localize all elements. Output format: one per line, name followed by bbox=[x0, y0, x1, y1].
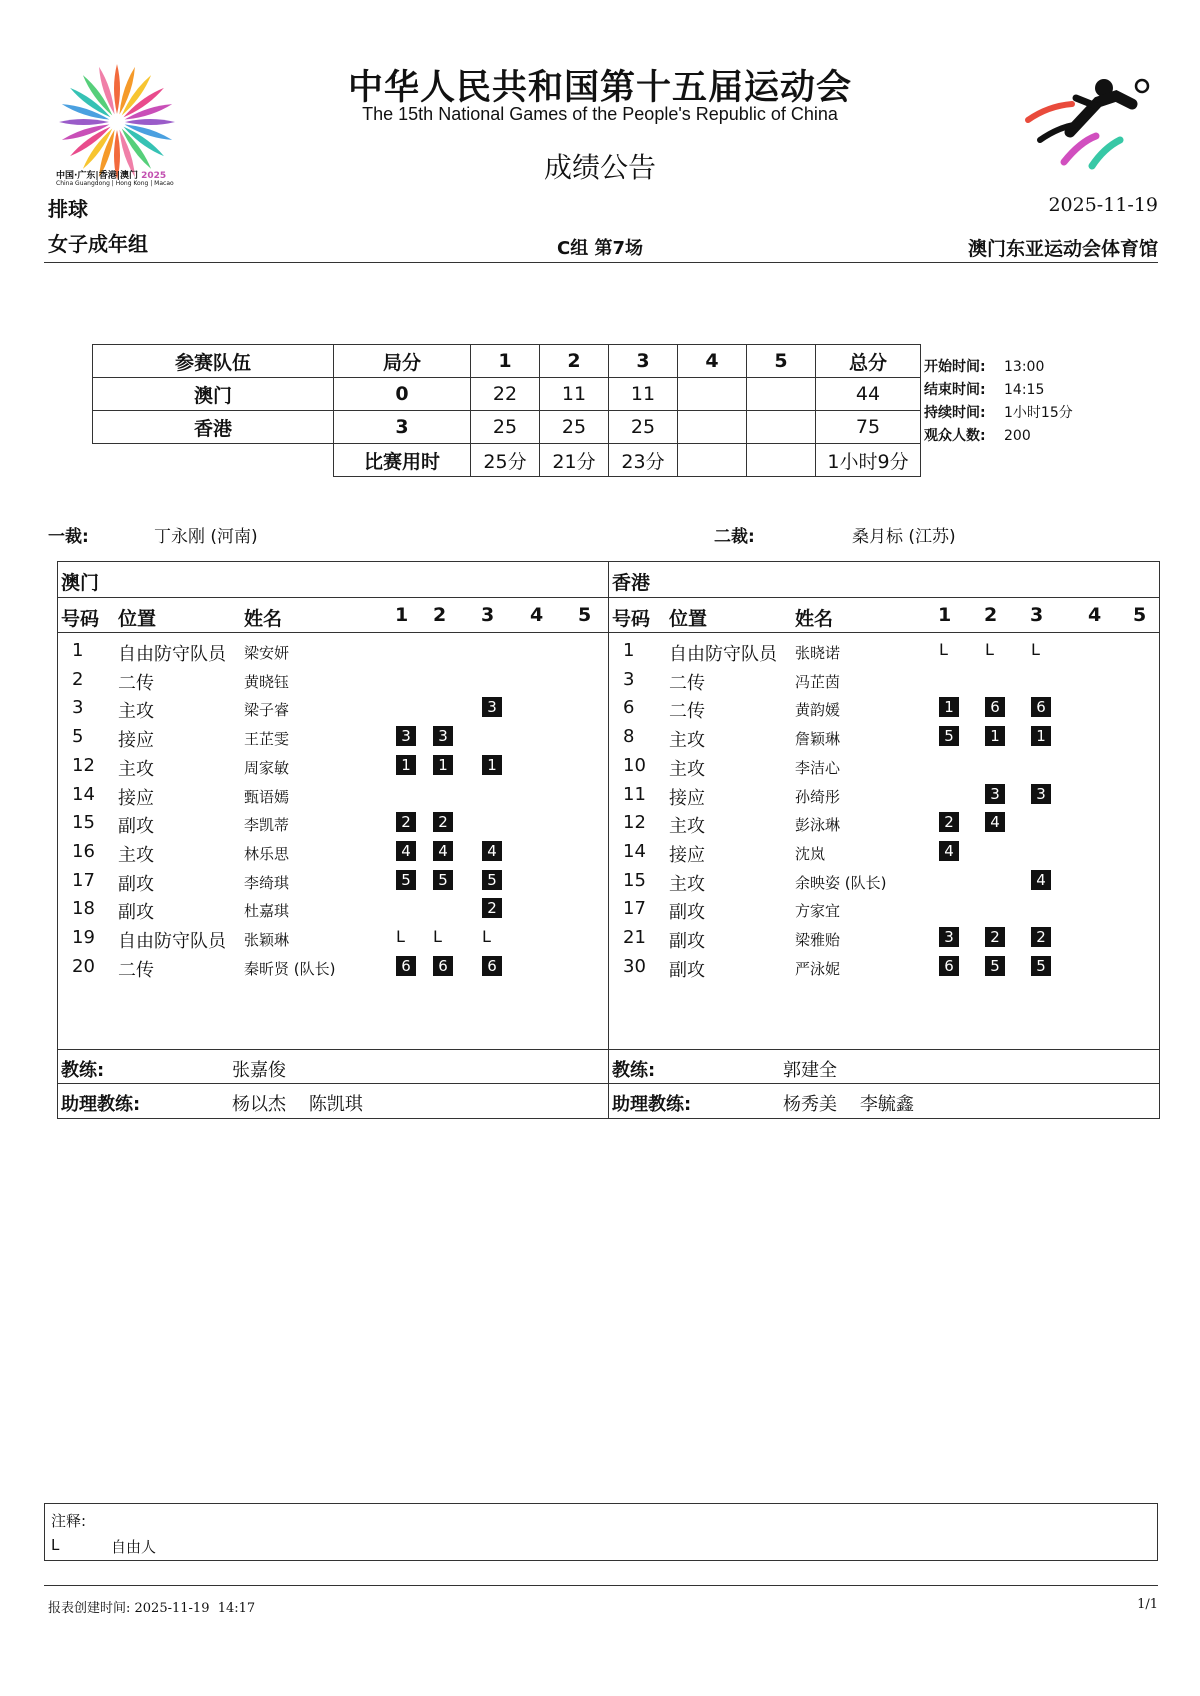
player-position: 接应 bbox=[669, 844, 705, 866]
starting-position-box: 1 bbox=[433, 755, 453, 775]
second-referee: 桑月标 (江苏) bbox=[852, 527, 956, 547]
logo-year: 2025 bbox=[141, 171, 167, 181]
starting-position-box: 2 bbox=[396, 812, 416, 832]
player-name: 李凯蒂 bbox=[244, 816, 290, 835]
notes-meaning: 自由人 bbox=[111, 1538, 157, 1556]
notes-code: L bbox=[51, 1536, 60, 1554]
starting-position-box: 1 bbox=[985, 726, 1005, 746]
second-referee-label: 二裁: bbox=[714, 527, 755, 547]
match-number: C组 第7场 bbox=[556, 238, 643, 259]
player-name: 秦昕贤 (队长) bbox=[244, 959, 336, 978]
player-position: 接应 bbox=[669, 787, 705, 809]
header-total: 总分 bbox=[816, 345, 921, 378]
player-number: 18 bbox=[72, 898, 95, 920]
col-set-5: 5 bbox=[1133, 604, 1147, 626]
player-row bbox=[609, 724, 1159, 752]
player-name: 李洁心 bbox=[795, 758, 841, 777]
starting-position-box: 6 bbox=[939, 956, 959, 976]
player-row bbox=[609, 954, 1159, 982]
player-position: 副攻 bbox=[118, 902, 154, 924]
player-name: 黄晓钰 bbox=[244, 672, 290, 691]
libero-mark: L bbox=[396, 927, 405, 946]
set-2-score: 25 bbox=[540, 411, 609, 444]
header-sets: 局分 bbox=[334, 345, 471, 378]
report-created-time: 报表创建时间: 2025-11-19 14:17 bbox=[48, 1601, 256, 1616]
player-position: 主攻 bbox=[118, 758, 154, 780]
header-set-2: 2 bbox=[540, 345, 609, 378]
duration-row bbox=[93, 444, 921, 477]
duration-label: 比赛用时 bbox=[334, 444, 471, 477]
team-name: 澳门 bbox=[93, 378, 334, 411]
score-header-row bbox=[93, 345, 921, 378]
player-row bbox=[609, 896, 1159, 924]
player-name: 余映姿 (队长) bbox=[795, 873, 887, 892]
set-5-score bbox=[747, 411, 816, 444]
roster-team-name: 澳门 bbox=[61, 572, 100, 594]
player-name: 周家敏 bbox=[244, 758, 290, 777]
assistant-coach-label: 助理教练: bbox=[61, 1094, 141, 1115]
coach-label: 教练: bbox=[612, 1060, 656, 1081]
starting-position-box: 3 bbox=[939, 927, 959, 947]
col-set-5: 5 bbox=[578, 604, 592, 626]
col-set-2: 2 bbox=[433, 604, 447, 626]
player-number: 17 bbox=[623, 898, 646, 920]
player-number: 3 bbox=[72, 697, 84, 719]
player-name: 林乐思 bbox=[244, 844, 290, 863]
player-name: 李绮琪 bbox=[244, 873, 290, 892]
player-position: 主攻 bbox=[669, 873, 705, 895]
header-set-4: 4 bbox=[678, 345, 747, 378]
sets-won: 0 bbox=[334, 378, 471, 411]
score-row-macau bbox=[93, 378, 921, 411]
starting-position-box: 1 bbox=[1031, 726, 1051, 746]
player-position: 主攻 bbox=[669, 816, 705, 838]
duration-label: 持续时间: bbox=[924, 405, 986, 421]
venue-label: 澳门东亚运动会体育馆 bbox=[967, 238, 1158, 260]
player-position: 副攻 bbox=[118, 816, 154, 838]
player-number: 3 bbox=[623, 668, 635, 690]
col-position: 位置 bbox=[669, 608, 708, 630]
assistant-coach-label: 助理教练: bbox=[612, 1094, 692, 1115]
player-name: 梁雅贻 bbox=[795, 931, 841, 949]
player-position: 副攻 bbox=[669, 931, 705, 952]
coach-name: 郭建全 bbox=[783, 1060, 837, 1081]
player-row bbox=[609, 753, 1159, 781]
player-row bbox=[58, 868, 608, 896]
col-number: 号码 bbox=[612, 608, 651, 630]
libero-mark: L bbox=[1031, 640, 1040, 659]
first-referee-label: 一裁: bbox=[48, 527, 89, 547]
col-number: 号码 bbox=[61, 608, 100, 630]
sport-label: 排球 bbox=[48, 197, 88, 221]
starting-position-box: 1 bbox=[939, 697, 959, 717]
starting-position-box: 4 bbox=[939, 841, 959, 861]
starting-position-box: 1 bbox=[482, 755, 502, 775]
player-row bbox=[58, 839, 608, 867]
player-row bbox=[609, 782, 1159, 810]
set-5-duration bbox=[747, 444, 816, 477]
set-2-score: 11 bbox=[540, 378, 609, 411]
player-number: 19 bbox=[72, 927, 95, 948]
page-number: 1/1 bbox=[1137, 1597, 1158, 1612]
team-name: 香港 bbox=[93, 411, 334, 444]
player-position: 二传 bbox=[669, 672, 705, 694]
starting-position-box: 6 bbox=[396, 956, 416, 976]
starting-position-box: 4 bbox=[985, 812, 1005, 832]
starting-position-box: 2 bbox=[985, 927, 1005, 947]
player-name: 王芷雯 bbox=[244, 730, 290, 749]
starting-position-box: 5 bbox=[396, 870, 416, 890]
header-divider bbox=[44, 262, 1158, 263]
player-name: 彭泳琳 bbox=[795, 816, 841, 835]
team-roster-macau bbox=[57, 561, 609, 1119]
player-row bbox=[58, 954, 608, 982]
player-row bbox=[58, 896, 608, 924]
set-4-score bbox=[678, 411, 747, 444]
player-number: 14 bbox=[623, 840, 646, 862]
score-table bbox=[92, 344, 921, 477]
roster-team-name: 香港 bbox=[612, 572, 651, 594]
header-set-1: 1 bbox=[471, 345, 540, 378]
player-number: 12 bbox=[623, 812, 646, 834]
player-position: 主攻 bbox=[669, 758, 705, 780]
sets-won: 3 bbox=[334, 411, 471, 444]
header-set-3: 3 bbox=[609, 345, 678, 378]
set-5-score bbox=[747, 378, 816, 411]
assistant-coach-names: 杨以杰 陈凯琪 bbox=[232, 1094, 363, 1115]
player-number: 30 bbox=[623, 955, 646, 977]
starting-position-box: 6 bbox=[985, 697, 1005, 717]
player-name: 沈岚 bbox=[795, 844, 826, 863]
player-position: 接应 bbox=[118, 730, 154, 752]
player-position: 副攻 bbox=[669, 902, 705, 924]
starting-position-box: 5 bbox=[433, 870, 453, 890]
starting-position-box: 5 bbox=[1031, 956, 1051, 976]
coach-label: 教练: bbox=[61, 1060, 105, 1081]
libero-mark: L bbox=[433, 927, 442, 946]
total-points: 75 bbox=[816, 411, 921, 444]
logo-text-en: China Guangdong | Hong Kong | Macao bbox=[56, 180, 174, 187]
player-position: 自由防守队员 bbox=[669, 644, 777, 665]
team-roster-hongkong bbox=[608, 561, 1160, 1119]
player-name: 梁子睿 bbox=[244, 701, 290, 720]
games-title-en: The 15th National Games of the People's Republic of China bbox=[362, 104, 838, 124]
player-row bbox=[609, 638, 1159, 666]
total-duration: 1小时9分 bbox=[816, 444, 921, 477]
match-duration: 1小时15分 bbox=[1004, 405, 1073, 421]
player-row bbox=[58, 724, 608, 752]
player-position: 自由防守队员 bbox=[118, 644, 226, 665]
starting-position-box: 2 bbox=[1031, 927, 1051, 947]
player-name: 詹颖琳 bbox=[795, 730, 841, 749]
starting-position-box: 6 bbox=[482, 956, 502, 976]
player-name: 梁安妍 bbox=[244, 644, 290, 662]
col-set-4: 4 bbox=[1088, 604, 1102, 626]
player-name: 孙绮彤 bbox=[795, 787, 841, 806]
results-announcement-title: 成绩公告 bbox=[543, 151, 656, 184]
player-row bbox=[58, 753, 608, 781]
player-row bbox=[58, 810, 608, 838]
player-row bbox=[58, 925, 608, 953]
set-1-duration: 25分 bbox=[471, 444, 540, 477]
starting-position-box: 1 bbox=[396, 755, 416, 775]
player-position: 自由防守队员 bbox=[118, 931, 226, 952]
player-number: 6 bbox=[623, 697, 635, 719]
player-number: 1 bbox=[72, 640, 84, 661]
set-1-score: 25 bbox=[471, 411, 540, 444]
set-3-duration: 23分 bbox=[609, 444, 678, 477]
libero-mark: L bbox=[985, 640, 994, 659]
end-time-label: 结束时间: bbox=[924, 382, 986, 398]
player-position: 副攻 bbox=[669, 959, 705, 981]
starting-position-box: 4 bbox=[482, 841, 502, 861]
col-set-1: 1 bbox=[395, 604, 409, 626]
player-position: 副攻 bbox=[118, 873, 154, 895]
notes-label: 注释: bbox=[51, 1512, 87, 1530]
col-set-4: 4 bbox=[530, 604, 544, 626]
first-referee: 丁永刚 (河南) bbox=[154, 527, 258, 547]
col-set-3: 3 bbox=[481, 604, 495, 626]
player-number: 17 bbox=[72, 869, 95, 891]
total-points: 44 bbox=[816, 378, 921, 411]
set-3-score: 25 bbox=[609, 411, 678, 444]
starting-position-box: 2 bbox=[939, 812, 959, 832]
set-2-duration: 21分 bbox=[540, 444, 609, 477]
player-position: 接应 bbox=[118, 787, 154, 809]
player-number: 8 bbox=[623, 726, 635, 748]
player-name: 张颖琳 bbox=[244, 931, 290, 949]
footer-divider bbox=[44, 1585, 1158, 1586]
player-row bbox=[58, 638, 608, 666]
player-number: 20 bbox=[72, 955, 95, 977]
match-date: 2025-11-19 bbox=[1048, 194, 1158, 216]
starting-position-box: 3 bbox=[985, 784, 1005, 804]
player-number: 2 bbox=[72, 668, 84, 690]
player-number: 12 bbox=[72, 754, 95, 776]
player-number: 10 bbox=[623, 754, 646, 776]
player-row bbox=[609, 925, 1159, 953]
player-row bbox=[609, 868, 1159, 896]
score-row-hongkong bbox=[93, 411, 921, 444]
player-number: 15 bbox=[72, 812, 95, 834]
set-4-duration bbox=[678, 444, 747, 477]
player-row bbox=[609, 810, 1159, 838]
player-position: 主攻 bbox=[118, 701, 154, 723]
player-position: 主攻 bbox=[669, 730, 705, 752]
set-4-score bbox=[678, 378, 747, 411]
libero-mark: L bbox=[939, 640, 948, 659]
player-name: 冯芷茵 bbox=[795, 672, 841, 691]
match-info bbox=[924, 356, 1073, 448]
player-position: 主攻 bbox=[118, 844, 154, 866]
start-time-label: 开始时间: bbox=[924, 359, 986, 375]
player-row bbox=[609, 695, 1159, 723]
category-label: 女子成年组 bbox=[48, 232, 148, 256]
header-set-5: 5 bbox=[747, 345, 816, 378]
assistant-coach-names: 杨秀美 李毓鑫 bbox=[783, 1094, 914, 1115]
player-row bbox=[609, 667, 1159, 695]
spectators-count: 200 bbox=[1004, 428, 1031, 444]
starting-position-box: 3 bbox=[482, 697, 502, 717]
player-row bbox=[58, 782, 608, 810]
player-number: 21 bbox=[623, 927, 646, 948]
player-position: 二传 bbox=[669, 701, 705, 723]
player-position: 二传 bbox=[118, 672, 154, 694]
col-set-2: 2 bbox=[984, 604, 998, 626]
notes-box bbox=[44, 1503, 1158, 1561]
starting-position-box: 4 bbox=[433, 841, 453, 861]
starting-position-box: 5 bbox=[482, 870, 502, 890]
starting-position-box: 4 bbox=[396, 841, 416, 861]
player-row bbox=[609, 839, 1159, 867]
player-name: 甄语嫣 bbox=[244, 787, 290, 806]
starting-position-box: 3 bbox=[396, 726, 416, 746]
player-name: 杜嘉琪 bbox=[244, 902, 290, 921]
starting-position-box: 2 bbox=[433, 812, 453, 832]
player-number: 5 bbox=[72, 726, 84, 748]
end-time: 14:15 bbox=[1004, 382, 1045, 398]
start-time: 13:00 bbox=[1004, 359, 1045, 375]
player-name: 黄韵媛 bbox=[795, 701, 841, 720]
player-row bbox=[58, 695, 608, 723]
player-number: 11 bbox=[623, 783, 646, 805]
player-number: 15 bbox=[623, 869, 646, 891]
spectators-label: 观众人数: bbox=[924, 428, 986, 444]
col-set-1: 1 bbox=[938, 604, 952, 626]
header-team: 参赛队伍 bbox=[93, 345, 334, 378]
starting-position-box: 6 bbox=[433, 956, 453, 976]
set-1-score: 22 bbox=[471, 378, 540, 411]
starting-position-box: 5 bbox=[939, 726, 959, 746]
player-name: 张晓诺 bbox=[795, 644, 841, 662]
set-3-score: 11 bbox=[609, 378, 678, 411]
libero-mark: L bbox=[482, 927, 491, 946]
starting-position-box: 2 bbox=[482, 898, 502, 918]
player-position: 二传 bbox=[118, 959, 154, 981]
player-number: 1 bbox=[623, 640, 635, 661]
starting-position-box: 5 bbox=[985, 956, 1005, 976]
player-row bbox=[58, 667, 608, 695]
col-name: 姓名 bbox=[244, 608, 283, 630]
player-name: 严泳妮 bbox=[795, 959, 841, 978]
col-name: 姓名 bbox=[795, 608, 834, 630]
starting-position-box: 3 bbox=[433, 726, 453, 746]
starting-position-box: 6 bbox=[1031, 697, 1051, 717]
col-set-3: 3 bbox=[1030, 604, 1044, 626]
player-name: 方家宜 bbox=[795, 902, 841, 921]
logo-text-cn: 中国·广东|香港|澳门 bbox=[56, 171, 138, 181]
player-number: 14 bbox=[72, 783, 95, 805]
games-title-cn: 中华人民共和国第十五届运动会 bbox=[347, 68, 852, 108]
starting-position-box: 4 bbox=[1031, 870, 1051, 890]
starting-position-box: 3 bbox=[1031, 784, 1051, 804]
player-number: 16 bbox=[72, 840, 95, 862]
coach-name: 张嘉俊 bbox=[232, 1060, 286, 1081]
col-position: 位置 bbox=[118, 608, 157, 630]
